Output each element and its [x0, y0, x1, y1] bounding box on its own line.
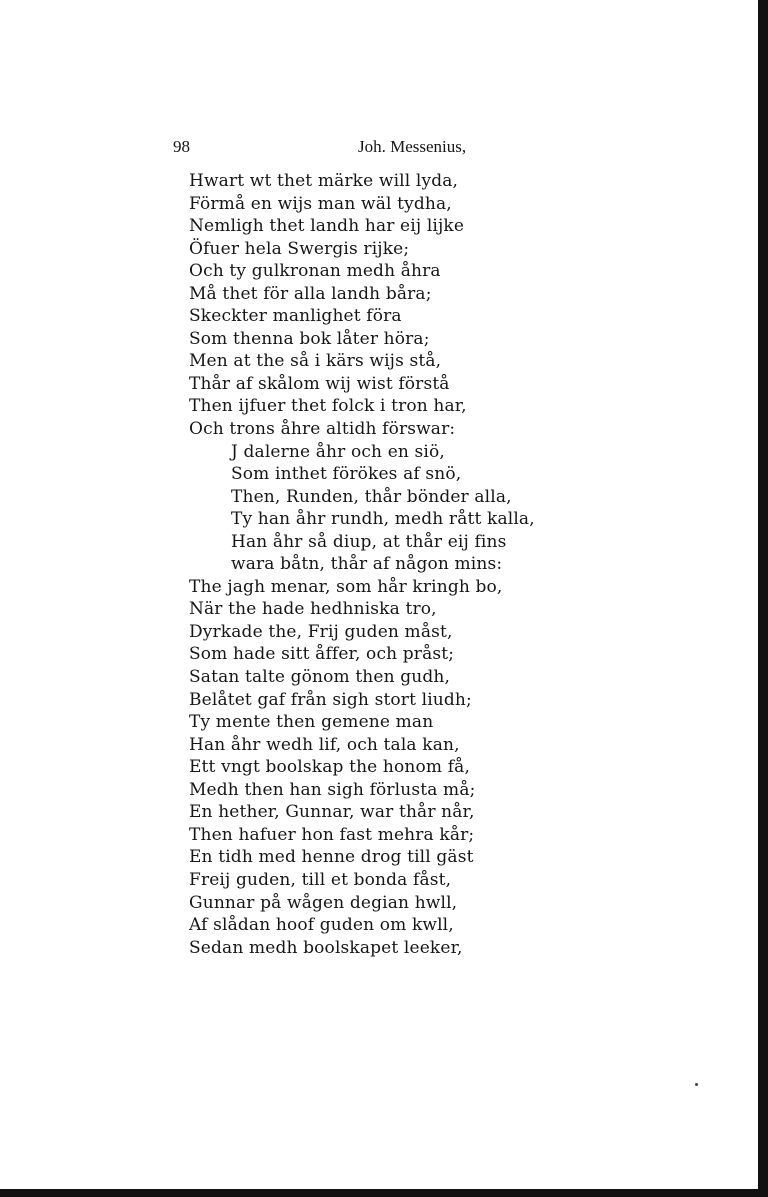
verse-line: Satan talte gönom then gudh, — [189, 667, 451, 688]
verse-line: Som hade sitt åffer, och pråst; — [189, 644, 455, 665]
running-head — [0, 137, 758, 161]
verse-line: Ty mente then gemene man — [189, 712, 434, 733]
verse-line: Och ty gulkronan medh åhra — [189, 261, 441, 282]
verse-line: När the hade hedhniska tro, — [189, 599, 437, 620]
verse-line: Medh then han sigh förlusta må; — [189, 779, 476, 800]
verse-line: En hether, Gunnar, war thår når, — [189, 802, 475, 823]
scan-edge-right — [758, 0, 768, 1197]
verse-line: Then, Runden, thår bönder alla, — [231, 486, 512, 507]
verse-line: Skeckter manlighet föra — [189, 306, 402, 327]
verse-line: Belåtet gaf från sigh stort liudh; — [189, 689, 472, 710]
verse-line: Then hafuer hon fast mehra kår; — [189, 824, 475, 845]
verse-line: Then ijfuer thet folck i tron har, — [189, 396, 467, 417]
verse-line: Som thenna bok låter höra; — [189, 328, 430, 349]
verse-line: En tidh med henne drog till gäst — [189, 847, 474, 868]
verse-line: Förmå en wijs man wäl tydha, — [189, 193, 452, 214]
scan-edge-bottom — [0, 1189, 768, 1197]
header-title: Joh. Messenius, — [358, 137, 467, 156]
poem-text — [189, 170, 709, 959]
scan-speck — [695, 1083, 698, 1086]
verse-line: Dyrkade the, Frij guden måst, — [189, 621, 453, 642]
verse-line: J dalerne åhr och en siö, — [231, 441, 445, 462]
verse-line: Thår af skålom wij wist förstå — [189, 373, 450, 394]
verse-line: Ty han åhr rundh, medh rått kalla, — [231, 509, 535, 530]
verse-line: Men at the så i kärs wijs stå, — [189, 351, 442, 372]
verse-line: Sedan medh boolskapet leeker, — [189, 937, 463, 958]
verse-line: Han åhr wedh lif, och tala kan, — [189, 734, 460, 755]
verse-line: Freij guden, till et bonda fåst, — [189, 869, 452, 890]
verse-line: The jagh menar, som hår kringh bo, — [189, 576, 503, 597]
verse-line: Af slådan hoof guden om kwll, — [189, 915, 454, 936]
verse-line: Och trons åhre altidh förswar: — [189, 419, 456, 440]
verse-line: Gunnar på wågen degian hwll, — [189, 892, 458, 913]
verse-line: wara båtn, thår af någon mins: — [231, 554, 503, 575]
verse-line: Som inthet förökes af snö, — [231, 464, 462, 485]
verse-line: Hwart wt thet märke will lyda, — [189, 171, 459, 191]
verse-line: Ett vngt boolskap the honom få, — [189, 757, 470, 778]
verse-line: Må thet för alla landh båra; — [189, 283, 432, 304]
verse-line: Öfuer hela Swergis rijke; — [189, 238, 410, 259]
page-number: 98 — [173, 137, 190, 156]
verse-line: Nemligh thet landh har eij lijke — [189, 216, 465, 237]
verse-line: Han åhr så diup, at thår eij fins — [231, 531, 507, 552]
